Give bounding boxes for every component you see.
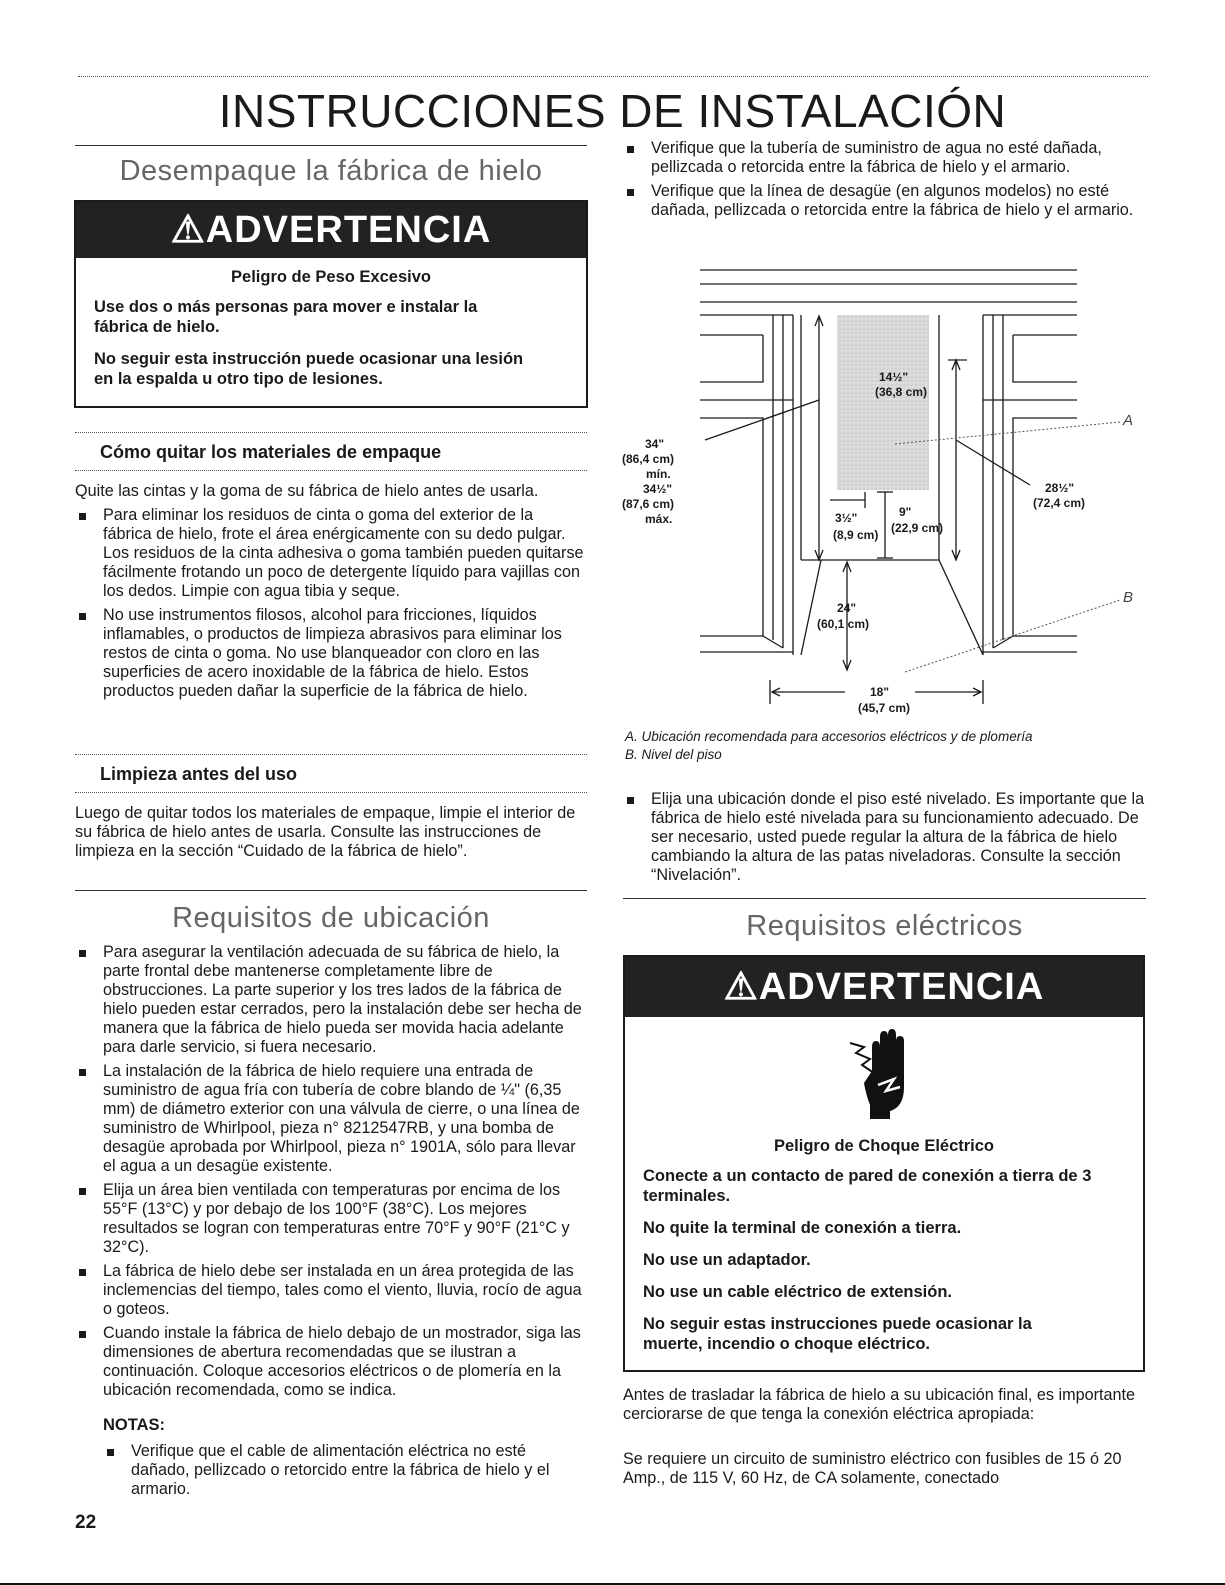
warning-line: No use un cable eléctrico de extensión.	[643, 1283, 953, 1301]
list-item: Para eliminar los residuos de cinta o goma del exterior de la fábrica de hielo, frote el área enérgicamente con su dedo pulgar. Los residuos de la cinta adhesiva o goma también pueden quitarse fácilmente frotando un poco de detergente líquido para vajillas con los dedos. Limpie con agua tibia y seque.	[75, 506, 585, 601]
electric-shock-icon	[844, 1025, 924, 1121]
list-item: Elija un área bien ventilada con temperaturas por encima de los 55°F (13°C) y por debajo de los 100°F (38°C). Los mejores resultados se logran con temperaturas entre 70°F y 90°F (21°C y 32°C).	[75, 1181, 587, 1257]
top-rule	[78, 76, 1148, 77]
location-list	[75, 943, 587, 1405]
notes-list	[103, 1442, 583, 1504]
removing-intro: Quite las cintas y la goma de su fábrica de hielo antes de usarla.	[75, 482, 539, 500]
warning-line: No use un adaptador.	[643, 1251, 811, 1269]
electrical-paragraph: Se requiere un circuito de suministro eléctrico con fusibles de 15 ó 20 Amp., de 115 V, 60 Hz, de CA solamente, conectado	[623, 1450, 1122, 1487]
dim-height-label: 34"	[645, 437, 665, 451]
section-rule	[75, 145, 587, 146]
dim-small-a-label: (8,9 cm)	[833, 528, 879, 542]
fixture-zone	[837, 315, 929, 490]
warning-box-electric	[623, 955, 1145, 1372]
list-item: La instalación de la fábrica de hielo requiere una entrada de suministro de agua fría con tubería de cobre blando de ¼" (6,35 mm) de diámetro exterior con una válvula de cierre, o una línea de suministro de Whirlpool, pieza n° 8212547RB, y una bomba de desagüe aprobada por Whirlpool, pieza n° 1901A, sólo para llevar el agua a un desagüe existente.	[75, 1062, 587, 1176]
warning-triangle-icon: ⚠	[723, 966, 759, 1008]
warning-box-weight	[74, 200, 588, 408]
warning-line: No seguir estas instrucciones puede ocasionar la muerte, incendio o choque eléctrico.	[643, 1315, 1032, 1353]
list-item: La fábrica de hielo debe ser instalada en un área protegida de las inclemencias del tiempo, tales como el viento, lluvia, rocío de agua o goteos.	[75, 1262, 587, 1319]
dim-height-label: máx.	[645, 512, 673, 526]
diagram-caption	[625, 728, 1150, 764]
cleaning-text: Luego de quitar todos los materiales de empaque, limpie el interior de su fábrica de hielo antes de usarla. Consulte las instrucciones de limpieza en la sección “Cuidado de la fábrica de hielo”.	[75, 804, 576, 860]
list-item: Elija una ubicación donde el piso esté nivelado. Es importante que la fábrica de hielo esté nivelada para su funcionamiento adecuado. De ser necesario, usted puede regular la altura de la fábrica de hielo cambiando la altura de las patas niveladoras. Consulte la sección “Nivelación”.	[623, 790, 1145, 885]
dim-depth-label: (60,1 cm)	[817, 617, 870, 631]
dim-height-label: (86,4 cm)	[622, 452, 675, 466]
dim-small-b-label: 9"	[899, 505, 912, 519]
label-b: B	[1123, 589, 1134, 606]
subsection-rule	[75, 432, 587, 433]
subsection-title-cleaning: Limpieza antes del uso	[100, 764, 298, 784]
page-title: INSTRUCCIONES DE INSTALACIÓN	[218, 85, 1007, 137]
section-title-electrical: Requisitos eléctricos	[746, 910, 1023, 942]
dim-height-label: mín.	[646, 467, 671, 481]
list-item: Verifique que la línea de desagüe (en algunos modelos) no esté dañada, pellizcada o retorcida entre la fábrica de hielo y el armario.	[623, 182, 1148, 220]
dim-width-label: 18"	[870, 685, 890, 699]
notes-label: NOTAS:	[103, 1416, 166, 1434]
electrical-paragraph: Antes de trasladar la fábrica de hielo a su ubicación final, es importante cerciorarse de que tenga la conexión eléctrica apropiada:	[623, 1386, 1136, 1423]
subsection-rule	[75, 470, 587, 471]
warning-line: Conecte a un contacto de pared de conexión a tierra de 3 terminales.	[643, 1167, 1092, 1205]
section-title-unpack: Desempaque la fábrica de hielo	[119, 155, 543, 187]
level-list	[623, 790, 1145, 890]
label-a: A	[1123, 412, 1134, 429]
dim-side-label: 28½"	[1045, 481, 1075, 495]
section-rule	[75, 890, 587, 891]
subsection-title-removing: Cómo quitar los materiales de empaque	[100, 442, 442, 462]
dim-small-a-label: 3½"	[835, 511, 858, 525]
list-item: Verifique que el cable de alimentación eléctrica no esté dañado, pellizcado o retorcido entre la fábrica de hielo y el armario.	[103, 1442, 583, 1499]
warning-line: Use dos o más personas para mover e instalar la fábrica de hielo.	[94, 298, 478, 336]
dim-depth-label: 24"	[837, 601, 857, 615]
list-item: Verifique que la tubería de suministro de agua no esté dañada, pellizcada o retorcida entre la fábrica de hielo y el armario.	[623, 139, 1148, 177]
dim-width-top-label: 14½"	[879, 370, 909, 384]
subsection-rule	[75, 792, 587, 793]
shock-icon-area	[625, 1017, 1143, 1129]
removing-list	[75, 506, 585, 706]
cabinet-opening-diagram	[615, 260, 1155, 725]
notes-list-cont	[623, 139, 1148, 225]
caption-a: A. Ubicación recomendada para accesorios eléctricos y de plomería	[625, 729, 1033, 744]
dim-side-label: (72,4 cm)	[1033, 496, 1086, 510]
warning-line: No quite la terminal de conexión a tierra.	[643, 1219, 962, 1237]
warning-header: ⚠ADVERTENCIA	[76, 202, 586, 258]
dim-width-label: (45,7 cm)	[858, 701, 911, 715]
warning-hazard: Peligro de Peso Excesivo	[231, 268, 431, 286]
list-item: Cuando instale la fábrica de hielo debajo de un mostrador, siga las dimensiones de abertura recomendadas que se ilustran a continuación. Coloque accesorios eléctricos o de plomería en la ubicación recomendada, como se indica.	[75, 1324, 587, 1400]
page-number: 22	[75, 1512, 97, 1533]
dim-small-b-label: (22,9 cm)	[891, 521, 944, 535]
warning-hazard: Peligro de Choque Eléctrico	[773, 1137, 995, 1155]
warning-triangle-icon: ⚠	[170, 209, 206, 251]
warning-header: ⚠ADVERTENCIA	[625, 957, 1143, 1017]
warning-line: No seguir esta instrucción puede ocasionar una lesión en la espalda u otro tipo de lesiones.	[94, 350, 524, 388]
dim-width-top-label: (36,8 cm)	[875, 385, 928, 399]
dim-height-label: 34½"	[643, 482, 673, 496]
caption-b: B. Nivel del piso	[625, 747, 722, 762]
dim-height-label: (87,6 cm)	[622, 497, 675, 511]
list-item: No use instrumentos filosos, alcohol para fricciones, líquidos inflamables, o productos de limpieza abrasivos para eliminar los restos de cinta o goma. No use blanqueador con cloro en las superficies de acero inoxidable de la fábrica de hielo. Estos productos pueden dañar la superficie de la fábrica de hielo.	[75, 606, 585, 701]
list-item: Para asegurar la ventilación adecuada de su fábrica de hielo, la parte frontal debe mantenerse completamente libre de obstrucciones. La parte superior y los tres lados de la fábrica de hielo pueden estar cerrados, pero la instalación debe ser hecha de manera que la fábrica de hielo pueda ser movida hacia adelante para darle servicio, si fuera necesario.	[75, 943, 587, 1057]
section-rule	[623, 898, 1146, 899]
section-title-location: Requisitos de ubicación	[172, 902, 490, 934]
subsection-rule	[75, 754, 587, 755]
